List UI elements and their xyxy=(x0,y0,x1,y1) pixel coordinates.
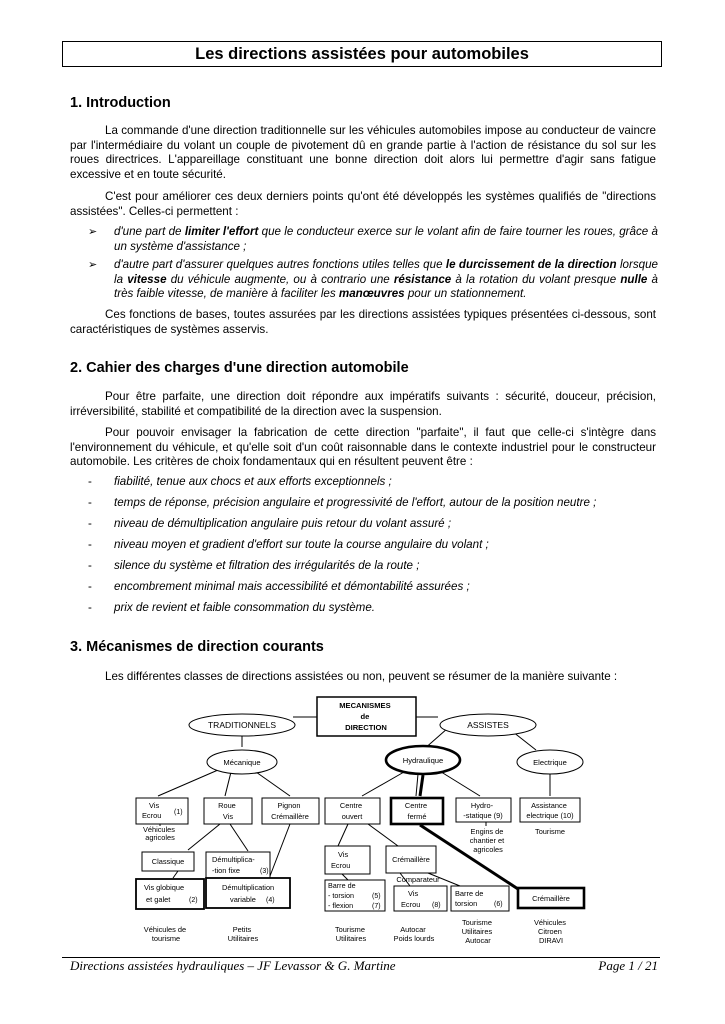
svg-text:Crémaillère: Crémaillère xyxy=(532,894,570,903)
list-item: - temps de réponse, précision angulaire et progressivité de l'effort, autour de la position neutre ; xyxy=(88,496,597,509)
svg-text:Pignon Crémaillère: Pignon Crémaillère xyxy=(271,801,309,821)
svg-text:(3): (3) xyxy=(260,868,269,875)
svg-text:(8): (8) xyxy=(432,902,441,909)
page-title: Les directions assistées pour automobiles xyxy=(62,41,662,67)
svg-text:Véhicules Citroen DIRA: Véhicules Citroen DIRAVI xyxy=(533,918,566,945)
svg-text:Engins de chantier et: Engins de chantier et agricoles xyxy=(469,827,505,854)
list-item: - niveau moyen et gradient d'effort sur toute la course angulaire du volant ; xyxy=(88,538,489,551)
page-number: Page 1 / 21 xyxy=(598,958,658,973)
list-item: - fiabilité, tenue aux chocs et aux efforts exceptionnels ; xyxy=(88,475,392,488)
svg-text:Véhicules de tourisme: Véhicules de tourisme xyxy=(143,925,187,943)
electrique-label: Electrique xyxy=(533,758,567,767)
mechanisms-tree-diagram xyxy=(118,692,618,954)
intro-paragraph-2: C'est pour améliorer ces deux derniers points qu'ont été développés les systèmes qualifiés de "directions assistées". Celles-ci permettent : xyxy=(70,190,656,218)
arrow-bullet-icon: ➢ xyxy=(88,226,98,238)
svg-text:(4): (4) xyxy=(266,897,275,904)
section-heading-cahier-des-charges: 2. Cahier des charges d'une direction automobile xyxy=(70,360,409,376)
list-item: - silence du système et filtration des irrégularités de la route ; xyxy=(88,559,420,572)
list-item: - prix de revient et faible consommation du système. xyxy=(88,601,375,614)
list-item: ➢ d'autre part d'assurer quelques autres fonctions utiles telles que le durcissement de la direction lorsque la vitesse du véhicule augmente, ou à contrario une résistance à la rotation du volant presque nulle à très faible vitesse, de manière à faciliter les manœuvres pour un stationnement. xyxy=(88,258,658,301)
svg-text:Assistance electrique (10): Assistance electrique (10) xyxy=(526,801,574,820)
svg-text:Tourisme Utilitaires A: Tourisme Utilitaires Autocar xyxy=(461,918,493,945)
mecanique-label: Mécanique xyxy=(223,758,261,767)
svg-text:Vis Ecrou: Vis Ecrou xyxy=(401,889,421,909)
svg-text:Centre ouvert: Centre ouvert xyxy=(339,801,363,821)
svg-text:Petits Utilitaires: Petits Utilitaires xyxy=(227,925,259,943)
svg-text:Barre de - torsion - f: Barre de - torsion - flexion xyxy=(328,881,356,910)
criteria-list xyxy=(88,475,658,622)
svg-text:(5) (7): (5) (7) xyxy=(372,893,381,910)
svg-text:Vis globique et galet: Vis globique et galet xyxy=(144,883,185,904)
assistes-label: ASSISTES xyxy=(467,720,509,730)
svg-text:Vis Ecrou: Vis Ecrou xyxy=(142,801,162,820)
root-line-2: de xyxy=(360,712,370,721)
svg-text:Autocar Poids lourds: Autocar Poids lourds xyxy=(393,925,435,943)
list-item: - niveau de démultiplication angulaire puis retour du volant assuré ; xyxy=(88,517,452,530)
svg-text:Vis Ecrou: Vis Ecrou xyxy=(331,850,351,870)
svg-text:Hydro- -statique (9): Hydro- -statique (9) xyxy=(463,801,503,820)
list-item: - encombrement minimal mais accessibilité et démontabilité assurées ; xyxy=(88,580,470,593)
svg-text:Tourisme: Tourisme xyxy=(535,827,565,836)
intro-paragraph-1: La commande d'une direction traditionnelle sur les véhicules automobiles impose au conducteur de vaincre par l'intermédiaire du volant un couple de pivotement dû en grande partie à l'action de résistance du sol sur les roues directrices. L'appareillage constituant une bonne direction doit alors lui permettre d'agir sans fatigue excessive et en toute sécurité. xyxy=(70,124,656,181)
svg-text:Comparateur: Comparateur xyxy=(396,875,440,884)
specs-paragraph-1: Pour être parfaite, une direction doit répondre aux impératifs suivants : sécurité, douceur, précision, irréversibilité, stabilité et compatibilité de la direction avec la suspension. xyxy=(70,390,656,418)
svg-text:Tourisme Utilitaires: Tourisme Utilitaires xyxy=(334,925,367,943)
intro-bullet-list xyxy=(88,225,658,306)
svg-text:Démultiplication variable: Démultiplication variable xyxy=(222,883,275,904)
svg-text:(1): (1) xyxy=(174,809,183,816)
footer-credits: Directions assistées hydrauliques – JF Levassor & G. Martine xyxy=(70,958,396,973)
svg-text:Barre de torsion: Barre de torsion xyxy=(455,889,484,908)
mechanisms-paragraph-1: Les différentes classes de directions assistées ou non, peuvent se résumer de la manière suivante : xyxy=(105,670,618,683)
arrow-bullet-icon: ➢ xyxy=(88,259,98,272)
hydraulique-label: Hydraulique xyxy=(402,756,444,765)
root-line-1: MECANISMES xyxy=(339,701,391,710)
intro-paragraph-3: Ces fonctions de bases, toutes assurées par les directions assistées typiques présentées ci-dessous, sont caractéristiques de systèmes asservis. xyxy=(70,308,656,336)
svg-text:Roue Vis: Roue Vis xyxy=(218,801,236,821)
section-heading-introduction: 1. Introduction xyxy=(70,95,171,111)
specs-paragraph-2: Pour pouvoir envisager la fabrication de cette direction "parfaite", il faut que celle-ci s'intègre dans l'environnement du véhicule, et qu'elle soit d'un coût raisonnable dans le contexte industriel pour le constructeur automobile. Les critères de choix fondamentaux qui en résultent peuvent être : xyxy=(70,426,656,469)
list-item: ➢ d'une part de limiter l'effort que le conducteur exerce sur le volant afin de faire tourner les roues, grâce à un système d'assistance ; xyxy=(88,225,659,253)
svg-text:Centre fermé: Centre fermé xyxy=(404,801,428,821)
svg-text:(2): (2) xyxy=(189,897,198,904)
svg-text:Crémaillère: Crémaillère xyxy=(392,855,430,864)
svg-text:Démultiplica- -tion fixe: Démultiplica- -tion fixe xyxy=(212,855,255,875)
svg-text:Véhicules agricoles: Véhicules agricoles xyxy=(142,825,175,842)
section-heading-mecanismes: 3. Mécanismes de direction courants xyxy=(70,639,324,655)
svg-text:Classique: Classique xyxy=(151,857,185,866)
svg-text:(6): (6) xyxy=(494,901,503,908)
traditionnels-label: TRADITIONNELS xyxy=(207,720,277,730)
root-line-3: DIRECTION xyxy=(345,723,387,732)
